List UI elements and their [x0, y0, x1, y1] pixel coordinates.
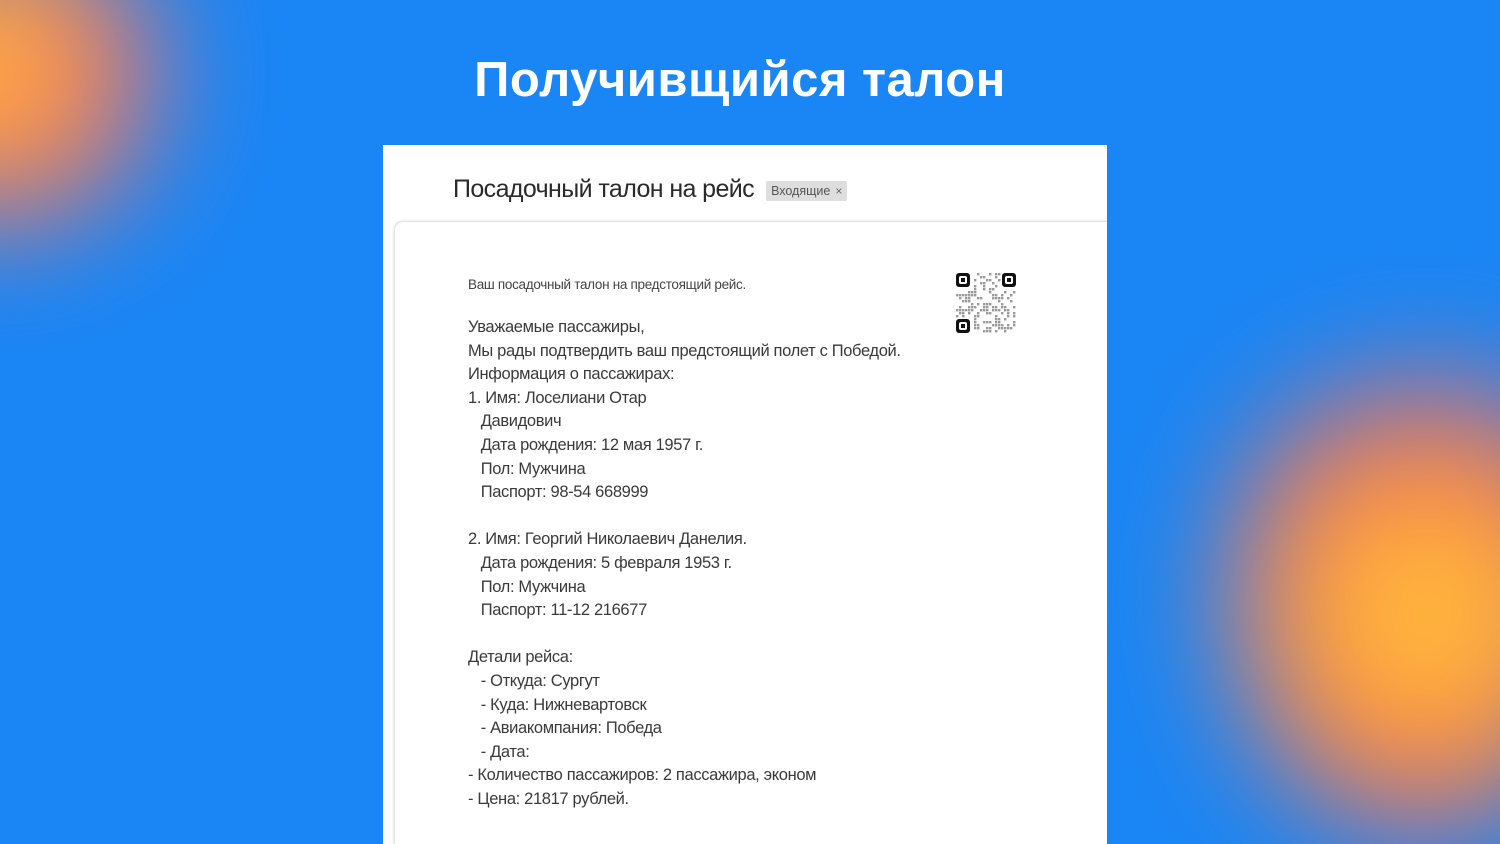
message-line: Пол: Мужчина: [468, 459, 586, 478]
message-line: Информация о пассажирах:: [468, 365, 675, 384]
message-line: - Дата:: [468, 742, 530, 761]
qr-code-icon: [956, 273, 1016, 333]
message-line: Уважаемые пассажиры,: [468, 318, 645, 336]
message-line: - Количество пассажиров: 2 пассажира, эконом: [468, 766, 817, 785]
email-preheader: Ваш посадочный талон на предстоящий рейс.: [468, 277, 746, 292]
message-line: Паспорт: 98-54 668999: [468, 483, 649, 502]
email-subject: Посадочный талон на рейс: [453, 175, 755, 203]
message-line: Дата рождения: 5 февраля 1953 г.: [468, 553, 732, 572]
inbox-label-chip[interactable]: [766, 181, 847, 201]
email-body-card: [395, 222, 1107, 844]
message-line: - Куда: Нижневартовск: [468, 695, 647, 714]
email-message-text: [468, 316, 901, 811]
message-line: Детали рейса:: [468, 648, 573, 667]
message-line: Давидович: [468, 412, 562, 431]
close-icon[interactable]: ×: [835, 183, 843, 198]
blank-line: [468, 505, 901, 529]
blank-line: [468, 623, 901, 647]
message-line: Пол: Мужчина: [468, 577, 586, 596]
message-line: 1. Имя: Лоселиани Отар: [468, 388, 647, 407]
message-line: 2. Имя: Георгий Николаевич Данелия.: [468, 530, 747, 549]
message-line: - Откуда: Сургут: [468, 671, 600, 690]
inbox-label-text: Входящие: [771, 183, 831, 198]
message-line: - Цена: 21817 рублей.: [468, 789, 629, 808]
message-line: - Авиакомпания: Победа: [468, 719, 662, 738]
message-line: Паспорт: 11-12 216677: [468, 601, 647, 620]
email-header: [453, 175, 847, 204]
email-screenshot-panel: [383, 145, 1107, 844]
slide-title: Получивщийся талон: [474, 53, 1006, 107]
background-blob-top-left: [0, 0, 170, 230]
background-blob-bottom-right: [1230, 340, 1500, 840]
message-line: Дата рождения: 12 мая 1957 г.: [468, 435, 703, 454]
message-line: Мы рады подтвердить ваш предстоящий полет с Победой.: [468, 341, 901, 360]
